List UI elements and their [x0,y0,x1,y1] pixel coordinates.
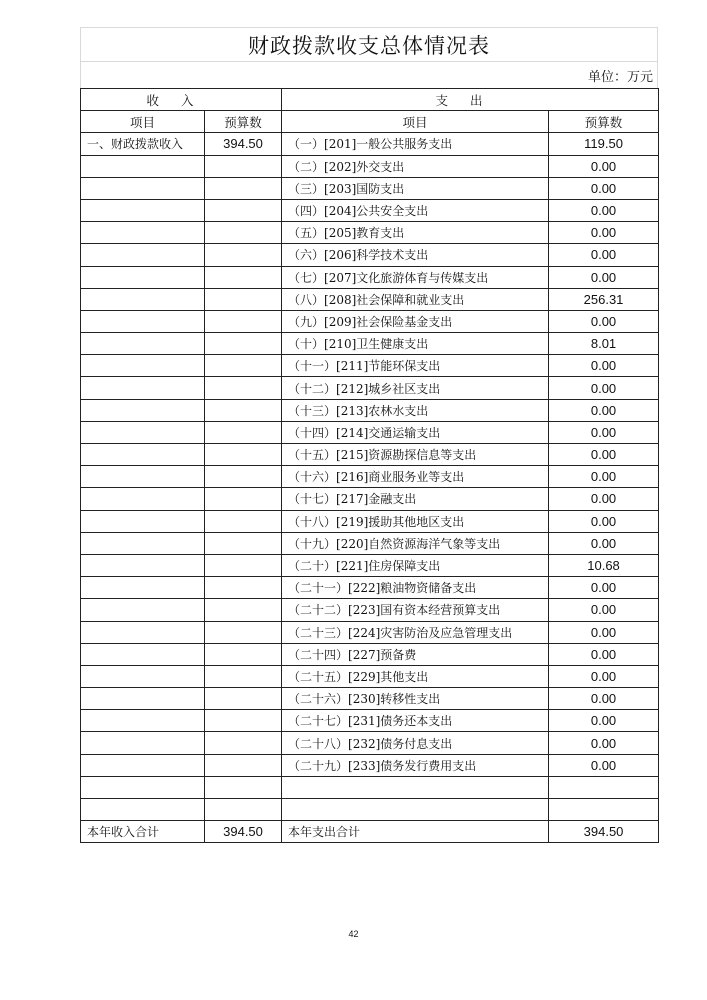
empty-income-value-cell [205,177,282,199]
empty-income-cell [81,554,205,576]
expense-item-label: （二十二）[223]国有资本经营预算支出 [282,599,549,621]
expense-item-label: （十二）[212]城乡社区支出 [282,377,549,399]
blank-cell [282,799,549,821]
table-row [81,310,659,332]
expense-item-value: 0.00 [549,732,659,754]
empty-income-cell [81,732,205,754]
empty-income-cell [81,710,205,732]
table-row [81,599,659,621]
table-row [81,554,659,576]
income-item-value: 394.50 [205,133,282,155]
expense-item-label: （七）[207]文化旅游体育与传媒支出 [282,266,549,288]
income-section-header: 收入 [81,89,282,111]
expense-item-value: 0.00 [549,665,659,687]
empty-income-cell [81,621,205,643]
empty-income-cell [81,599,205,621]
empty-income-cell [81,199,205,221]
empty-income-value-cell [205,710,282,732]
expense-item-label: （二十一）[222]粮油物资储备支出 [282,577,549,599]
table-row [81,643,659,665]
empty-income-value-cell [205,554,282,576]
blank-cell [81,776,205,798]
table-row [81,754,659,776]
empty-income-cell [81,532,205,554]
expense-item-value: 0.00 [549,310,659,332]
totals-row [81,821,659,843]
income-total-label: 本年收入合计 [81,821,205,843]
expense-item-value: 0.00 [549,222,659,244]
empty-income-cell [81,754,205,776]
expense-item-value: 0.00 [549,355,659,377]
expense-item-label: （三）[203]国防支出 [282,177,549,199]
expense-total-label: 本年支出合计 [282,821,549,843]
empty-income-cell [81,444,205,466]
empty-income-value-cell [205,643,282,665]
table-row [81,288,659,310]
empty-income-cell [81,510,205,532]
empty-income-value-cell [205,222,282,244]
expense-item-value: 0.00 [549,688,659,710]
empty-income-value-cell [205,266,282,288]
table-row [81,399,659,421]
table-row [81,466,659,488]
page-number: 42 [348,929,359,939]
table-row [81,222,659,244]
expense-item-value: 0.00 [549,488,659,510]
expense-item-value: 10.68 [549,554,659,576]
expense-item-value: 8.01 [549,333,659,355]
table-row [81,510,659,532]
expense-item-label: （十九）[220]自然资源海洋气象等支出 [282,532,549,554]
blank-cell [205,799,282,821]
expense-item-header: 项目 [282,111,549,133]
empty-income-cell [81,155,205,177]
empty-income-cell [81,333,205,355]
expense-item-value: 0.00 [549,244,659,266]
empty-income-cell [81,421,205,443]
empty-income-value-cell [205,310,282,332]
expense-item-value: 0.00 [549,377,659,399]
empty-income-value-cell [205,688,282,710]
empty-income-cell [81,288,205,310]
table-row [81,199,659,221]
expense-item-label: （二十六）[230]转移性支出 [282,688,549,710]
table-row [81,665,659,687]
table-row [81,177,659,199]
empty-income-value-cell [205,377,282,399]
expense-item-value: 0.00 [549,399,659,421]
expense-item-value: 0.00 [549,577,659,599]
expense-item-label: （十）[210]卫生健康支出 [282,333,549,355]
expense-item-value: 0.00 [549,466,659,488]
table-row [81,577,659,599]
expense-section-header: 支出 [282,89,659,111]
section-header-row [81,89,659,111]
empty-income-value-cell [205,732,282,754]
empty-income-cell [81,466,205,488]
table-row [81,621,659,643]
expense-item-label: （十五）[215]资源勘探信息等支出 [282,444,549,466]
empty-income-value-cell [205,488,282,510]
table-row [81,133,659,155]
expense-item-value: 0.00 [549,643,659,665]
expense-item-label: （二十五）[229]其他支出 [282,665,549,687]
empty-income-cell [81,222,205,244]
empty-income-value-cell [205,466,282,488]
expense-item-value: 0.00 [549,444,659,466]
expense-item-value: 0.00 [549,599,659,621]
empty-income-value-cell [205,444,282,466]
empty-income-cell [81,577,205,599]
empty-income-cell [81,355,205,377]
budget-sheet [80,27,658,843]
empty-income-cell [81,310,205,332]
expense-item-value: 0.00 [549,532,659,554]
expense-total-value: 394.50 [549,821,659,843]
table-row [81,710,659,732]
empty-income-cell [81,665,205,687]
table-row [81,266,659,288]
empty-income-value-cell [205,421,282,443]
empty-income-cell [81,643,205,665]
expense-item-label: （二十九）[233]债务发行费用支出 [282,754,549,776]
empty-income-cell [81,244,205,266]
expense-item-label: （十八）[219]援助其他地区支出 [282,510,549,532]
table-title: 财政拨款收支总体情况表 [80,27,658,61]
empty-income-value-cell [205,532,282,554]
unit-label: 单位：万元 [80,61,658,88]
expense-item-value: 0.00 [549,155,659,177]
budget-table [80,88,659,843]
expense-item-value: 119.50 [549,133,659,155]
income-item-header: 项目 [81,111,205,133]
empty-income-value-cell [205,199,282,221]
expense-item-label: （十一）[211]节能环保支出 [282,355,549,377]
expense-budget-header: 预算数 [549,111,659,133]
expense-item-value: 0.00 [549,199,659,221]
table-row [81,377,659,399]
empty-income-cell [81,177,205,199]
empty-income-value-cell [205,621,282,643]
expense-item-label: （一）[201]一般公共服务支出 [282,133,549,155]
blank-cell [205,776,282,798]
table-row [81,532,659,554]
expense-item-value: 0.00 [549,710,659,732]
table-row [81,421,659,443]
expense-item-label: （十四）[214]交通运输支出 [282,421,549,443]
blank-cell [549,799,659,821]
income-total-value: 394.50 [205,821,282,843]
empty-income-value-cell [205,577,282,599]
expense-item-label: （二十八）[232]债务付息支出 [282,732,549,754]
blank-cell [81,799,205,821]
expense-item-label: （二十三）[224]灾害防治及应急管理支出 [282,621,549,643]
empty-income-cell [81,377,205,399]
table-row [81,732,659,754]
blank-cell [549,776,659,798]
expense-item-label: （十七）[217]金融支出 [282,488,549,510]
table-row [81,488,659,510]
table-row [81,355,659,377]
expense-item-label: （九）[209]社会保险基金支出 [282,310,549,332]
blank-row [81,799,659,821]
table-row [81,244,659,266]
expense-item-value: 0.00 [549,754,659,776]
table-row [81,155,659,177]
empty-income-cell [81,399,205,421]
table-row [81,688,659,710]
expense-item-label: （四）[204]公共安全支出 [282,199,549,221]
empty-income-value-cell [205,599,282,621]
income-item-label: 一、财政拨款收入 [81,133,205,155]
table-row [81,333,659,355]
expense-item-value: 256.31 [549,288,659,310]
column-header-row [81,111,659,133]
expense-item-value: 0.00 [549,621,659,643]
empty-income-value-cell [205,399,282,421]
expense-item-label: （二十）[221]住房保障支出 [282,554,549,576]
empty-income-value-cell [205,288,282,310]
empty-income-value-cell [205,665,282,687]
expense-item-label: （二十四）[227]预备费 [282,643,549,665]
expense-item-label: （六）[206]科学技术支出 [282,244,549,266]
empty-income-value-cell [205,355,282,377]
expense-item-label: （二）[202]外交支出 [282,155,549,177]
empty-income-cell [81,488,205,510]
empty-income-cell [81,688,205,710]
expense-item-value: 0.00 [549,266,659,288]
blank-cell [282,776,549,798]
empty-income-cell [81,266,205,288]
empty-income-value-cell [205,155,282,177]
empty-income-value-cell [205,244,282,266]
empty-income-value-cell [205,754,282,776]
table-row [81,444,659,466]
expense-item-label: （八）[208]社会保障和就业支出 [282,288,549,310]
expense-item-value: 0.00 [549,177,659,199]
expense-item-value: 0.00 [549,421,659,443]
expense-item-value: 0.00 [549,510,659,532]
expense-item-label: （五）[205]教育支出 [282,222,549,244]
empty-income-value-cell [205,333,282,355]
expense-item-label: （十三）[213]农林水支出 [282,399,549,421]
empty-income-value-cell [205,510,282,532]
expense-item-label: （十六）[216]商业服务业等支出 [282,466,549,488]
blank-row [81,776,659,798]
income-budget-header: 预算数 [205,111,282,133]
expense-item-label: （二十七）[231]债务还本支出 [282,710,549,732]
